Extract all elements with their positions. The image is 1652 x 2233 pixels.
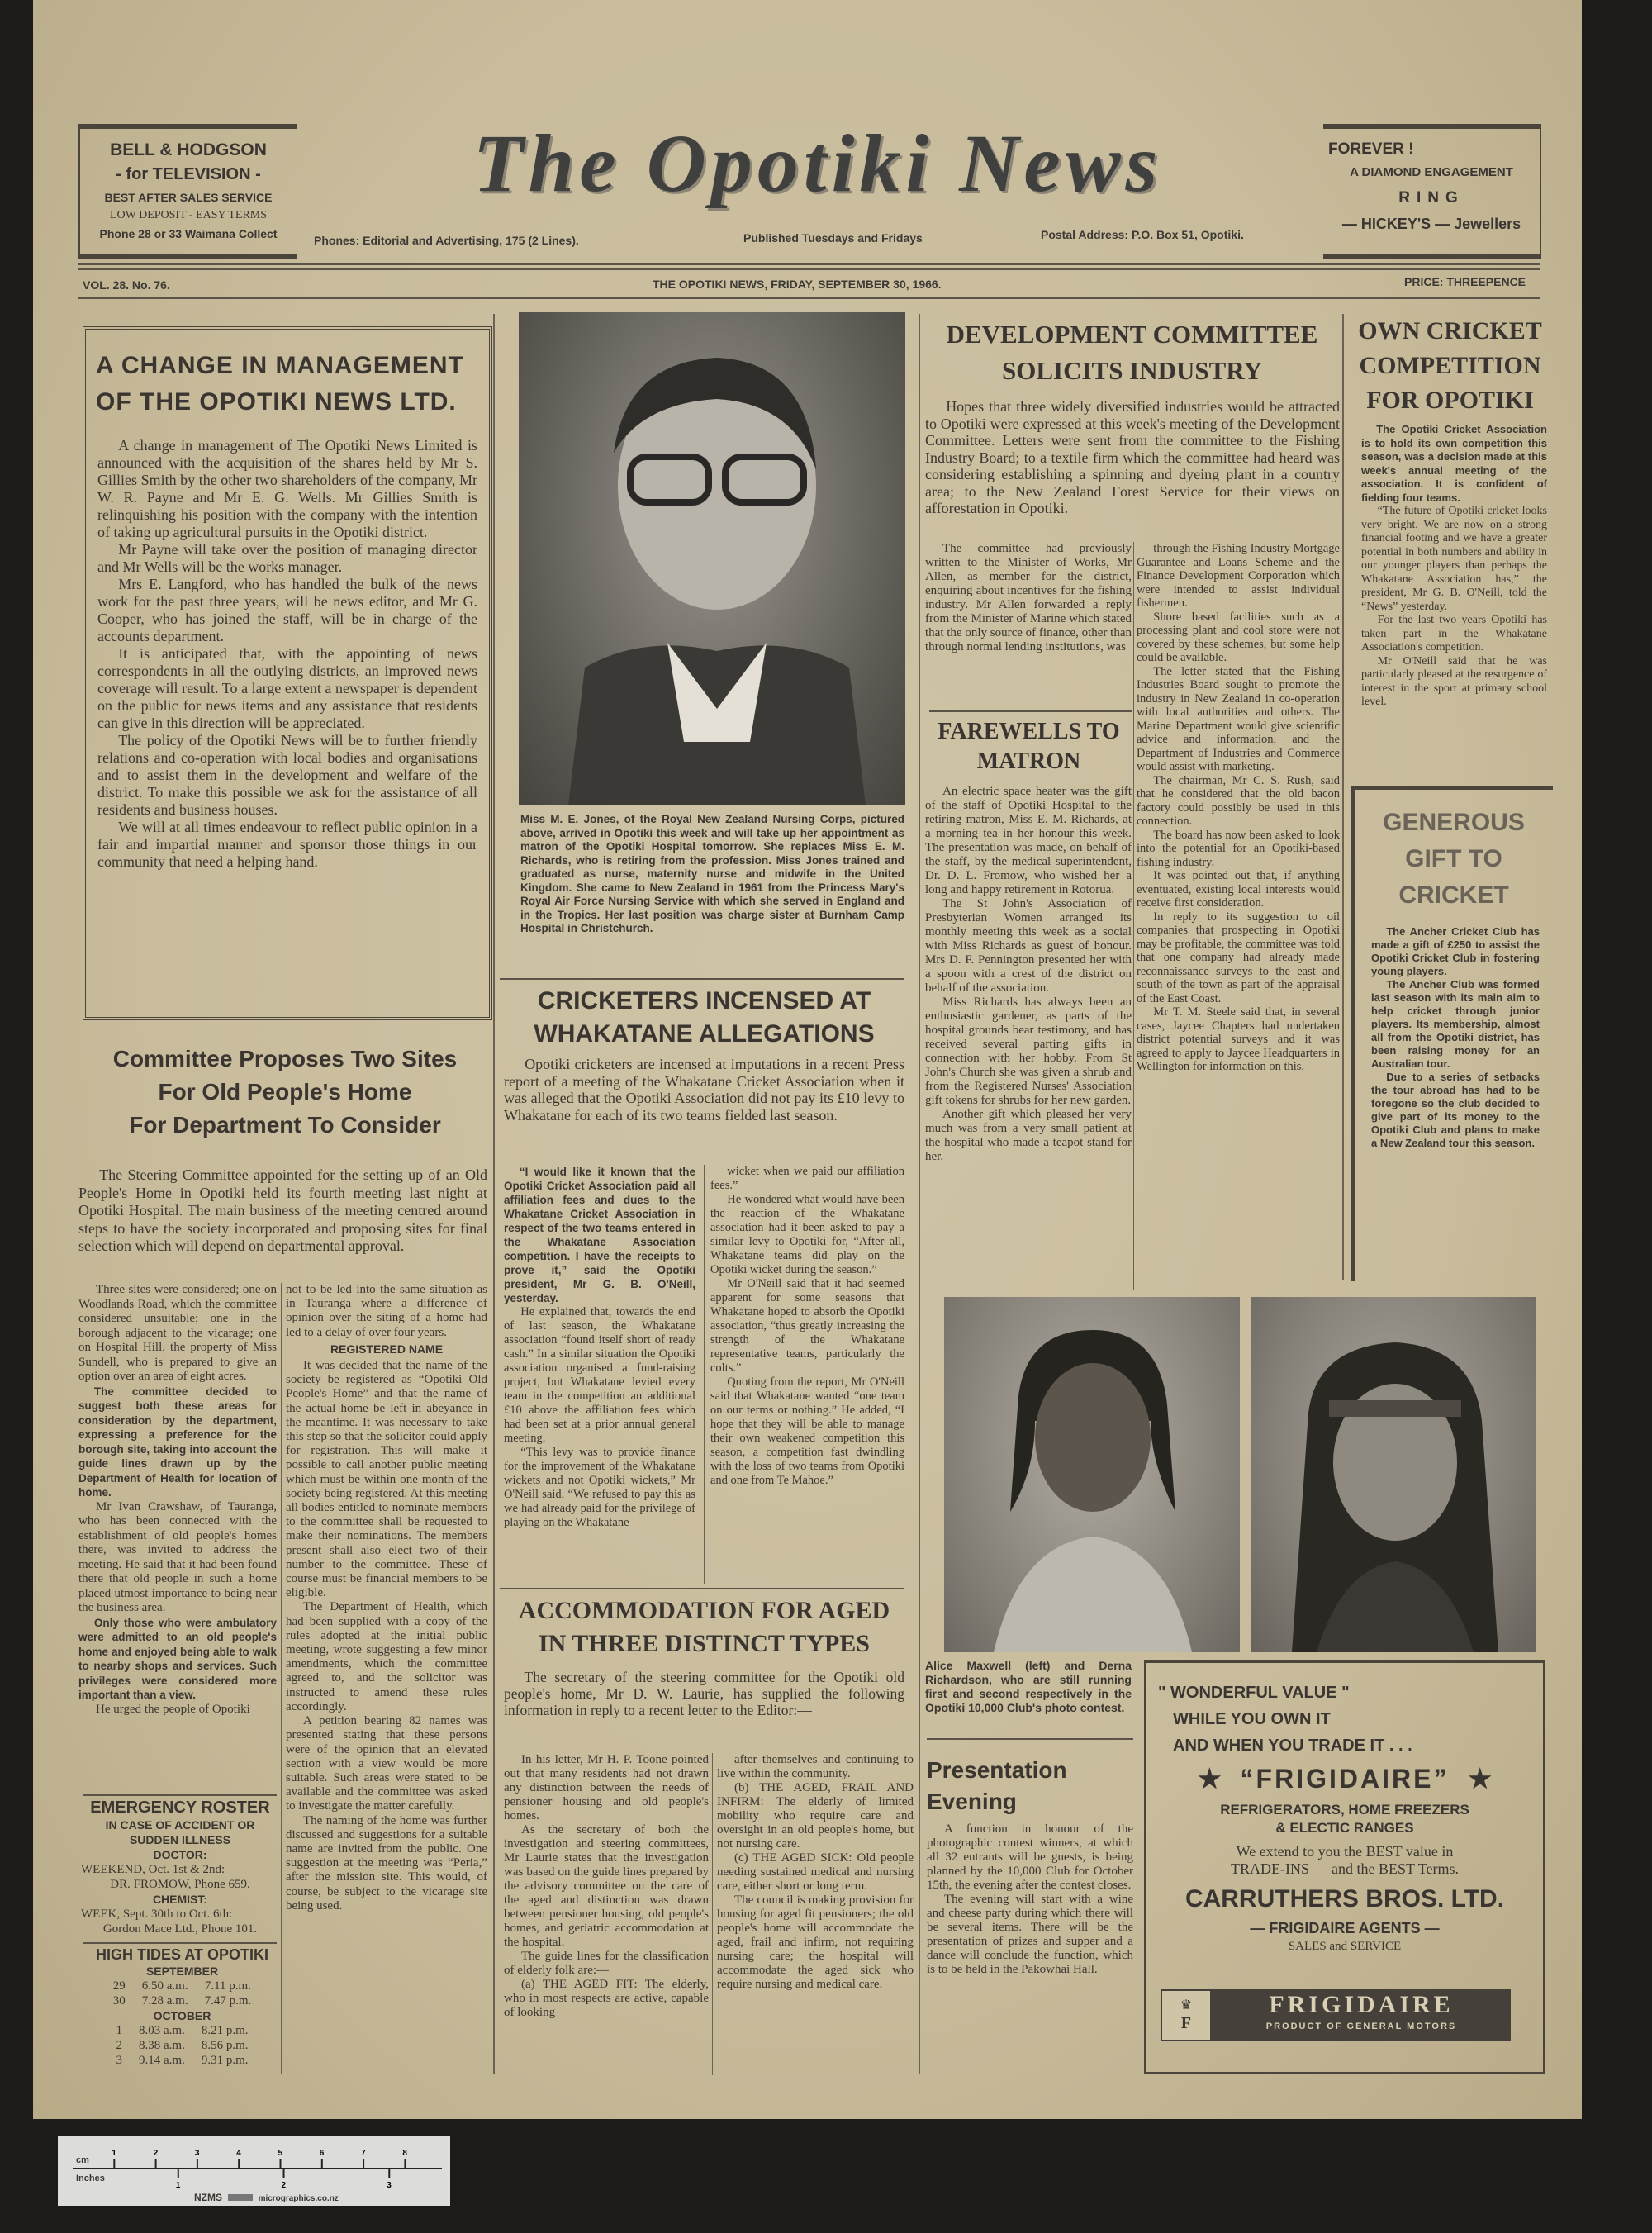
star-icon: ★ (1197, 1764, 1222, 1794)
roster-subtitle: IN CASE OF ACCIDENT OR SUDDEN ILLNESS (105, 1818, 255, 1846)
subheading: REGISTERED NAME (330, 1342, 444, 1356)
tide-day: 29 (112, 1979, 126, 1993)
inch-tick-label: 3 (387, 2181, 392, 2190)
paragraph: The Department of Health, which had been supplied with a copy of the rules adopted at the initial public meeting, wrote suggesting a few minor amendments, which the committee agreed to, and the solicitor was instructed to amend these rules accordingly. (286, 1600, 487, 1713)
paragraph: “This levy was to provide finance for the improvement of the Whakatane wickets and not Opotiki wickets,” Mr O'Neill said. “We refused to pay this as we had already paid for the privilege of playing on the Whakatane (504, 1446, 695, 1529)
cricketers-headline (500, 985, 909, 1051)
lead-paragraph: The Steering Committee appointed for the setting up of an Old People's Home in Opotiki held its fourth meeting last night at Opotiki Hospital. The main business of the meeting centred around steps to have the society incorporated and proposing sites for final selection which will depend on departmental approval. (78, 1166, 487, 1254)
headline-line: GIFT TO (1405, 845, 1502, 872)
headline-line: COMPETITION (1359, 352, 1541, 379)
column-rule (919, 314, 920, 2074)
headline: A CHANGE IN MANAGEMENT OF THE OPOTIKI NEWS LTD. (96, 352, 464, 416)
tide-evening: 9.31 p.m. (201, 2054, 249, 2067)
paragraph: For the last two years Opotiki has taken part in the Whakatane Association's competition. (1361, 614, 1547, 653)
paragraph: The St John's Association of Presbyterian Women arranged its monthly meeting this week as a social with Miss Richards as guest of honour. Mrs D. F. Pennington presented her with a spoon with a crest of the district on behalf of the association. (925, 897, 1132, 995)
ad-line: AND WHEN YOU TRADE IT . . . (1173, 1737, 1412, 1755)
paragraph: The Ancher Club was formed last season with its main aim to help cricket through junior players. Its membership, almost all from the Opotiki district, has been raising money for an Australian tour. (1371, 978, 1540, 1070)
doctor-label: DOCTOR: (153, 1848, 207, 1861)
old-home-headline (78, 1043, 491, 1142)
old-home-lead (78, 1166, 487, 1256)
paragraph: He explained that, towards the end of last season, the Whakatane association “found itself short of ready cash.” In a similar situation the Opotiki association organised a fund-raising project, but Whakatane levied every team in the competition an additional £10 above the affiliation fees which had been set at a prior annual general meeting. (504, 1305, 695, 1445)
tide-month: SEPTEMBER (145, 1965, 219, 1978)
management-article (83, 326, 492, 1020)
ad-line: Phone 28 or 33 Waimana Collect (99, 227, 278, 240)
headline-line: GENEROUS (1383, 809, 1525, 836)
portrait-image (1251, 1297, 1536, 1652)
divider (929, 710, 1132, 712)
lead-paragraph: Hopes that three widely diversified industries would be attracted to Opotiki were expressed at this week's meeting of the Development Committee. Letters were sent from the committee to the Fishing Industry Board; to a textile firm which the committee had heard was considering establishing a spinning and dyeing plant in a country area; to the New Zealand Forest Service for their views on afforestation in Opotiki. (925, 398, 1340, 516)
paragraph: (a) THE AGED FIT: The elderly, who in most respects are active, capable of looking (504, 1978, 709, 2019)
doctor-who: DR. FROMOW, Phone 659. (110, 1878, 250, 1891)
paragraph: He urged the people of Opotiki (96, 1702, 250, 1716)
paragraph: He wondered what would have been the reaction of the Whakatane association had it been asked to pay a similar levy to Opotiki for, “After all, Whakatane teams did play on the Opotiki wicket during the season.” (710, 1193, 904, 1276)
cm-tick-label: 6 (319, 2149, 325, 2158)
tide-month: OCTOBER (153, 2009, 211, 2022)
accommodation-col2 (717, 1753, 914, 1992)
paragraph: In his letter, Mr H. P. Toone pointed out that many residents had not drawn any distinction between the needs of pensioner housing and old people's homes. (504, 1753, 709, 1822)
headline-line: DEVELOPMENT COMMITTEE (946, 320, 1318, 349)
paragraph: Due to a series of setbacks the tour abroad has had to be foregone so the club decided to give part of its money to the Opotiki Club and plans to make a New Zealand tour this season. (1371, 1071, 1540, 1149)
paragraph: The policy of the Opotiki News will be to further friendly relations and co-operation with local bodies and organisations and to assist them in the development and welfare of the district. To make this possible we ask for the assistance of all residents and business houses. (97, 732, 477, 818)
divider (927, 1738, 1133, 1740)
ruler-brand (194, 2192, 339, 2205)
paragraph: It is anticipated that, with the appointing of news correspondents in all the outlying districts, an improved news coverage will result. To a large extent a newspaper is dependent on the public for news items and any assistance that residents can give in this direction will be appreciated. (97, 645, 477, 731)
tide-row (105, 1993, 260, 2008)
inch-tick-label: 2 (281, 2181, 287, 2190)
paragraph: after themselves and continuing to live within the community. (717, 1753, 914, 1780)
inches-label: Inches (76, 2174, 105, 2183)
tide-evening: 8.56 p.m. (201, 2039, 249, 2052)
high-tides (81, 1946, 283, 2068)
ad-line: A DIAMOND ENGAGEMENT (1350, 165, 1513, 179)
logo-name: FRIGIDAIRE (1269, 1991, 1454, 2018)
divider (500, 978, 904, 980)
paragraph: The guide lines for the classification of elderly folk are:— (504, 1950, 709, 1977)
tide-day: 1 (116, 2024, 122, 2037)
ad-line: BELL & HODGSON (110, 140, 267, 159)
generous-gift-box (1351, 786, 1553, 1281)
ad-bell-hodgson (78, 124, 297, 259)
paragraph: The Ancher Cricket Club has made a gift of £250 to assist the Opotiki Cricket Club in fostering young players. (1371, 925, 1540, 977)
chemist-when: WEEK, Sept. 30th to Oct. 6th: (81, 1908, 233, 1921)
column-rule (1133, 542, 1134, 1290)
paragraph: In reply to its suggestion to oil companies that prospecting in Opotiki may be profitable, the committee was told that one company had already made reconnaissance surveys to the east and south of the town as part of the appraisal of the East Coast. (1137, 910, 1340, 1005)
cm-tick-label: 7 (361, 2149, 366, 2158)
cm-tick-label: 4 (236, 2149, 241, 2158)
paragraph: Mr Ivan Crawshaw, of Tauranga, who has been connected with the establishment of old people's homes there, was invited to address the meeting. He said that it had been found there that old people in such a home placed utmost importance to being near the business area. (78, 1499, 277, 1614)
paragraph: A function in honour of the photographic contest winners, at which all 32 entrants will be guests, is being planned by the 10,000 Club for October 15th, the evening after the contest closes. (927, 1822, 1133, 1892)
paragraphs (1137, 542, 1340, 1074)
portrait-image (519, 312, 905, 805)
tide-row (108, 2038, 257, 2053)
masthead-title: The Opotiki News (472, 117, 1163, 209)
chemist-who: Gordon Mace Ltd., Phone 101. (102, 1922, 258, 1936)
contest-photo-alice-maxwell (944, 1297, 1240, 1652)
paragraph: The board has now been asked to look into the potential for an Opotiki-based fishing industry. (1137, 828, 1340, 869)
headline-line: OWN CRICKET (1358, 317, 1542, 344)
paragraph: Mr O'Neill said that it had seemed apparent for some seasons that Whakatane hoped to absorb the Opotiki association, “thus greatly increasing the strength of the Whakatane representative teams, particularly the colts.” (710, 1277, 904, 1375)
cm-tick-label: 3 (194, 2149, 200, 2158)
scale-ruler (58, 2136, 450, 2206)
paragraph: Mr Payne will take over the position of managing director and Mr Wells will be the works manager. (97, 541, 477, 575)
tide-day: 30 (112, 1994, 126, 2007)
paragraph: not to be led into the same situation as in Tauranga where a difference of opinion over the siting of a home had led to a delay of over four years. (286, 1283, 487, 1339)
accommodation-col1 (504, 1753, 709, 2020)
column-rule (493, 314, 495, 2074)
divider (500, 1588, 904, 1589)
headline-line: MATRON (976, 748, 1081, 774)
presentation-headline (927, 1755, 1133, 1817)
bold-paragraph: The committee decided to suggest both these areas for consideration by the department, expressing a preference for the borough site, taking into account the guide lines drawn up by the Department of Health for location of home. (78, 1385, 277, 1499)
masthead-rule (78, 263, 1540, 265)
paragraph: An electric space heater was the gift of the staff of Opotiki Hospital to the retiring matron, Miss E. M. Richards, at a morning tea in her honour this week. The presentation was made, on behalf of the staff, by the medical superintendent, Dr. D. L. Fromow, who wished her a long and happy retirement in Rotorua. (925, 785, 1132, 896)
headline-line: FOR OPOTIKI (1366, 387, 1534, 414)
doctor-when: WEEKEND, Oct. 1st & 2nd: (81, 1863, 225, 1876)
headline-line: IN THREE DISTINCT TYPES (539, 1630, 870, 1657)
paragraph: Three sites were considered; one on Woodlands Road, which the committee considered unsuitable; one in the borough adjacent to the vicarage; one on Hospital Hill, the property of Miss Sundell, who is prepared to give an option over an area of eight acres. (78, 1283, 277, 1383)
paragraph: Another gift which pleased her very much was from a very small patient at the hospital who made a teapot stand for her. (925, 1108, 1132, 1163)
bold-paragraph: Only those who were ambulatory were admitted to an old people's home and enjoyed being able to walk to nearby shops and services. Such privileges were considered more important than a view. (78, 1616, 277, 1701)
dealer-name: CARRUTHERS BROS. LTD. (1184, 1885, 1505, 1912)
cricketers-col1 (504, 1165, 695, 1530)
brand-site: micrographics.co.nz (258, 2194, 339, 2203)
cm-tick-label: 8 (402, 2149, 407, 2158)
crown-icon: ♛ (1180, 1998, 1193, 2012)
paragraph: Miss Richards has always been an enthusiastic gardener, as parts of the hospital grounds bear testimony, and has received several parting gifts in connection with her hobby. From St John's Church she was given a shrub and from the Registered Nurses' Association gift tokens for shrubs for her new garden. (925, 995, 1132, 1107)
paragraph: Quoting from the report, Mr O'Neill said that Whakatane wanted “one team on our terms or nothing.” He added, “I hope that they will be able to manage their own weakened competition this season, a competition fast dwindling with the loss of two teams from Opotiki and one from Te Mahoe.” (710, 1375, 904, 1487)
headline-line: For Department To Consider (129, 1112, 441, 1138)
roster-title: EMERGENCY ROSTER (90, 1798, 270, 1817)
paragraph: The naming of the home was further discussed and suggestions for a suitable name are invited from the public. One suggestion at the meeting was “Peria,” after the mission site. This would, of course, be subject to the vicarage site being used. (286, 1813, 487, 1912)
price: PRICE: THREEPENCE (1404, 275, 1526, 288)
volume-number: VOL. 28. No. 76. (83, 278, 170, 292)
cricketers-lead (504, 1056, 904, 1124)
postal-address: Postal Address: P.O. Box 51, Opotiki. (1041, 228, 1244, 241)
ad-line: LOW DEPOSIT - EASY TERMS (109, 209, 268, 221)
development-headline (923, 316, 1341, 389)
paragraph: (c) THE AGED SICK: Old people needing sustained medical and nursing care, either short or long term. (717, 1851, 914, 1893)
brand-icon (228, 2194, 253, 2201)
paragraph: The evening will start with a wine and cheese party during which there will be several items. There will be the presentation of prizes and supper and a dance will conclude the function, which is to be held in the Pakowhai Hall. (927, 1893, 1133, 1976)
paragraph: A change in management of The Opotiki News Limited is announced with the acquisition of the shares held by Mr S. Gillies Smith by the other two shareholders of the company, Mr W. R. Payne and Mr E. G. Wells. Mr Gillies Smith is relinquishing his position with the company with the intention of taking up agricultural pursuits in the Opotiki district. (97, 437, 477, 540)
tides-title: HIGH TIDES AT OPOTIKI (95, 1946, 268, 1963)
paragraphs (286, 1359, 487, 1913)
paragraphs (710, 1165, 904, 1488)
paragraphs (927, 1822, 1133, 1977)
development-lead (925, 398, 1340, 517)
farewells-body (925, 785, 1132, 1164)
tide-row (108, 2023, 257, 2038)
ad-line: " WONDERFUL VALUE " (1158, 1684, 1350, 1702)
ad-products: & ELECTIC RANGES (1275, 1820, 1414, 1836)
cm-label: cm (76, 2155, 89, 2165)
paragraph: It was decided that the name of the society be registered as “Opotiki Old People's Home” and that the name of the actual home be left in abeyance in the meantime. It was necessary to take this step so that the solicitor could apply for registration. This will make it possible to call another public meeting which must be within one month of the society being registered. At this meeting all bodies entitled to nominate members to the committee shall be requested to make their nominations. The members present shall also elect two of their number to the committee. These of course must be financial members to be eligible. (286, 1359, 487, 1600)
ad-line: WHILE YOU OWN IT (1173, 1710, 1331, 1728)
inch-tick-label: 1 (175, 2181, 181, 2190)
publication-days: Published Tuesdays and Fridays (743, 231, 923, 245)
paragraph: The committee had previously written to the Minister of Works, Mr Allen, as member for the district, enquiring about incentives for the fishing industry. Mr Allen forwarded a reply from the Minister of Marine which stated that the only source of finance, other than through normal lending institutions, was (925, 542, 1132, 653)
lead-paragraph: The secretary of the steering committee for the Opotiki old people's home, Mr D. W. Laurie, has supplied the following information in reply to a recent letter to the Editor:— (504, 1669, 904, 1718)
divider (83, 1942, 277, 1944)
paragraphs (504, 1753, 709, 2020)
paragraph: It was pointed out that, if anything eventuated, existing local interests would receive first consideration. (1137, 869, 1340, 910)
paragraph: “The future of Opotiki cricket looks very bright. We are now on a strong financial footing and we have a greater potential in both numbers and ability in our younger players than perhaps the Whakatane Association has,” the president, Mr G. B. O'Neill, told the “News” yesterday. (1361, 505, 1547, 613)
tide-day: 2 (116, 2039, 122, 2052)
ad-products: REFRIGERATORS, HOME FREEZERS (1220, 1802, 1469, 1817)
paragraphs (504, 1305, 695, 1530)
brand-name: “FRIGIDAIRE” (1240, 1764, 1450, 1794)
column-rule (704, 1165, 705, 1584)
headline-line: Presentation (927, 1757, 1067, 1783)
tide-row (105, 1979, 260, 1993)
dateline-rule (78, 297, 1540, 299)
paragraph: A petition bearing 82 names was presented stating that these persons were of the opinion that an elevated section with a view would be more suitable. Such areas were stated to be available and the committee was asked to investigate the matter carefully. (286, 1714, 487, 1813)
ad-line: - for TELEVISION - (116, 165, 261, 183)
paragraphs (78, 1283, 277, 1385)
headline-line: Committee Proposes Two Sites (112, 1046, 458, 1071)
paragraph: As the secretary of both the investigation and steering committees, Mr Laurie states that the investigation was based on the guide lines prepared by the advisory committee on the care of the aged and distinction was drawn between pensioner housing, old people's homes, and geriatric accommodation at the hospital. (504, 1823, 709, 1949)
tide-row (108, 2053, 257, 2068)
star-icon: ★ (1468, 1764, 1493, 1794)
paragraph: Mr O'Neill said that he was particularly pleased at the resurgence of interest in the sport at primary school level. (1361, 654, 1547, 708)
own-cricket-body (1361, 423, 1547, 710)
tide-morning: 8.38 a.m. (139, 2039, 185, 2052)
headline-line: For Old People's Home (158, 1079, 412, 1105)
tide-morning: 9.14 a.m. (139, 2054, 185, 2067)
paragraph: The chairman, Mr C. S. Rush, said that he considered that the old bacon factory could possibly be used in this connection. (1137, 773, 1340, 828)
headline-line: ACCOMMODATION FOR AGED (518, 1597, 890, 1624)
divider (83, 1794, 277, 1796)
paragraphs (78, 1500, 277, 1616)
chemist-label: CHEMIST: (152, 1893, 208, 1906)
farewells-headline (923, 717, 1134, 777)
ad-line: RING (1398, 189, 1464, 207)
frigidaire-logo (1161, 1989, 1511, 2041)
cm-tick-label: 1 (112, 2149, 116, 2158)
cm-tick-label: 2 (153, 2149, 159, 2158)
dateline: THE OPOTIKI NEWS, FRIDAY, SEPTEMBER 30, 1966. (653, 278, 942, 291)
ad-line: BEST AFTER SALES SERVICE (104, 191, 273, 204)
tide-evening: 7.47 p.m. (204, 1994, 252, 2007)
tide-day: 3 (116, 2054, 122, 2067)
ad-line: — HICKEY'S — Jewellers (1341, 216, 1521, 232)
presentation-body (927, 1822, 1133, 1977)
tide-table-rows (108, 2023, 257, 2068)
headline-line: Evening (927, 1789, 1017, 1814)
headline-line: CRICKET (1398, 881, 1509, 909)
bold-paragraph: The Opotiki Cricket Association is to hold its own competition this season, was a decision made at this week's annual meeting of the association. It is confident of fielding four teams. (1361, 423, 1547, 504)
matron-photo (519, 312, 905, 805)
ad-agents: — FRIGIDAIRE AGENTS — (1250, 1920, 1440, 1936)
bold-paragraph: “I would like it known that the Opotiki Cricket Association paid all affiliation fees and dues to the Whakatane Cricket Association in respect of the two teams entered in the Whakatane Association competition. I have the receipts to prove it,” said the Opotiki president, Mr G. B. O'Neill, yesterday. (504, 1166, 695, 1304)
development-col2 (1137, 542, 1340, 1074)
paragraphs (925, 542, 1132, 654)
paragraph: wicket when we paid our affiliation fees.” (710, 1165, 904, 1192)
tide-evening: 7.11 p.m. (204, 1979, 251, 1993)
headline-line: WHAKATANE ALLEGATIONS (534, 1020, 875, 1048)
tide-morning: 7.28 a.m. (141, 1994, 188, 2007)
paragraph: The letter stated that the Fishing Industries Board sought to promote the industry in New Zealand in co-operation with local authorities and others. The Marine Department would give scientific advice and information, and the Department of Industries and Commerce would assist with marketing. (1137, 664, 1340, 773)
cricketers-col2 (710, 1165, 904, 1488)
own-cricket-headline (1345, 314, 1555, 418)
lead-paragraph: Opotiki cricketers are incensed at imputations in a recent Press report of a meeting of the Whakatane Cricket Association when it was alleged that the Opotiki Association did not pay its £10 levy to Whakatane for each of its two teams fielded last season. (504, 1056, 904, 1124)
tide-morning: 6.50 a.m. (141, 1979, 188, 1993)
accommodation-lead (504, 1669, 904, 1718)
paragraph: Shore based facilities such as a processing plant and cool store were not covered by these schemes, but some help could be available. (1137, 610, 1340, 664)
accommodation-headline (500, 1594, 909, 1660)
old-home-col2 (286, 1283, 487, 1913)
logo-letter: F (1180, 2013, 1192, 2032)
headline-line: CRICKETERS INCENSED AT (537, 987, 871, 1014)
ad-hickeys-jewellers (1323, 124, 1541, 259)
development-col1 (925, 542, 1132, 654)
logo-tagline: PRODUCT OF GENERAL MOTORS (1265, 2022, 1457, 2031)
ad-service: SALES and SERVICE (1288, 1940, 1402, 1953)
paragraph: Mrs E. Langford, who has handled the bulk of the news work for the past three years, will be news editor, and Mr G. Cooper, who has joined the staff, will be in charge of the accounts department. (97, 576, 477, 644)
frigidaire-ad (1144, 1660, 1545, 2074)
contest-photo-derna-richardson (1251, 1297, 1536, 1652)
paragraphs (925, 785, 1132, 1164)
tide-table (81, 1964, 283, 2068)
matron-caption: Miss M. E. Jones, of the Royal New Zealand Nursing Corps, pictured above, arrived in Opotiki this week and will take up her appointment as matron of the Opotiki Hospital tomorrow. She replaces Miss E. M. Richards, who is retiring from the profession. Miss Jones trained and graduated as nurse, maternity nurse and midwife in the United Kingdom. She came to New Zealand in 1961 from the Princess Mary's Royal Air Force Nursing Service with which she served in England and in the Tropics. Her last position was charge sister at Burnham Camp Hospital in Christchurch. (520, 813, 904, 934)
masthead-rule (78, 268, 1540, 270)
paragraph: We will at all times endeavour to reflect public opinion in a fair and impartial manner and sponsor those things in our community that need a helping hand. (97, 819, 477, 870)
emergency-roster (81, 1798, 279, 1936)
brand-name: NZMS (194, 2192, 222, 2203)
paragraph: The council is making provision for housing for aged fit pensioners; the old people's home will accommodate the aged, frail and infirm, not requiring nursing care; the hospital will accommodate the aged sick who require nursing and medical care. (717, 1893, 914, 1991)
paragraph: (b) THE AGED, FRAIL AND INFIRM: The elderly of limited mobility who require care and oversight in an old people's home, but not nursing care. (717, 1781, 914, 1851)
tide-table-rows (105, 1979, 260, 2008)
gift-body (1355, 914, 1553, 1150)
column-rule (712, 1753, 713, 2075)
headline-line: FAREWELLS TO (938, 719, 1120, 744)
paragraph: Mr T. M. Steele said that, in several cases, Jaycee Chapters had undertaken district potential surveys and it was agreed to apply to Jaycee Headquarters in Wellington for information on this. (1137, 1005, 1340, 1073)
tide-morning: 8.03 a.m. (139, 2024, 185, 2037)
headline-line: SOLICITS INDUSTRY (1001, 356, 1263, 385)
contest-caption: Alice Maxwell (left) and Derna Richardson, who are still running first and second respectively in the Opotiki 10,000 Club's photo contest. (925, 1659, 1132, 1714)
ad-offer: TRADE-INS — and the BEST Terms. (1230, 1860, 1460, 1877)
ad-offer: We extend to you the BEST value in (1236, 1843, 1454, 1860)
paragraphs (717, 1753, 914, 1992)
article-body (86, 420, 489, 871)
paragraphs (1361, 505, 1547, 710)
tide-evening: 8.21 p.m. (201, 2024, 249, 2037)
ad-line: FOREVER ! (1328, 140, 1414, 158)
paragraph: through the Fishing Industry Mortgage Guarantee and Loans Scheme and the Finance Development Corporation which were intended to assist individual fishermen. (1137, 542, 1340, 610)
column-rule (1342, 314, 1344, 1280)
old-home-col1 (78, 1283, 277, 1717)
phones-info: Phones: Editorial and Advertising, 175 (2 Lines). (314, 234, 579, 247)
portrait-image (944, 1297, 1240, 1652)
cm-tick-label: 5 (278, 2149, 283, 2158)
